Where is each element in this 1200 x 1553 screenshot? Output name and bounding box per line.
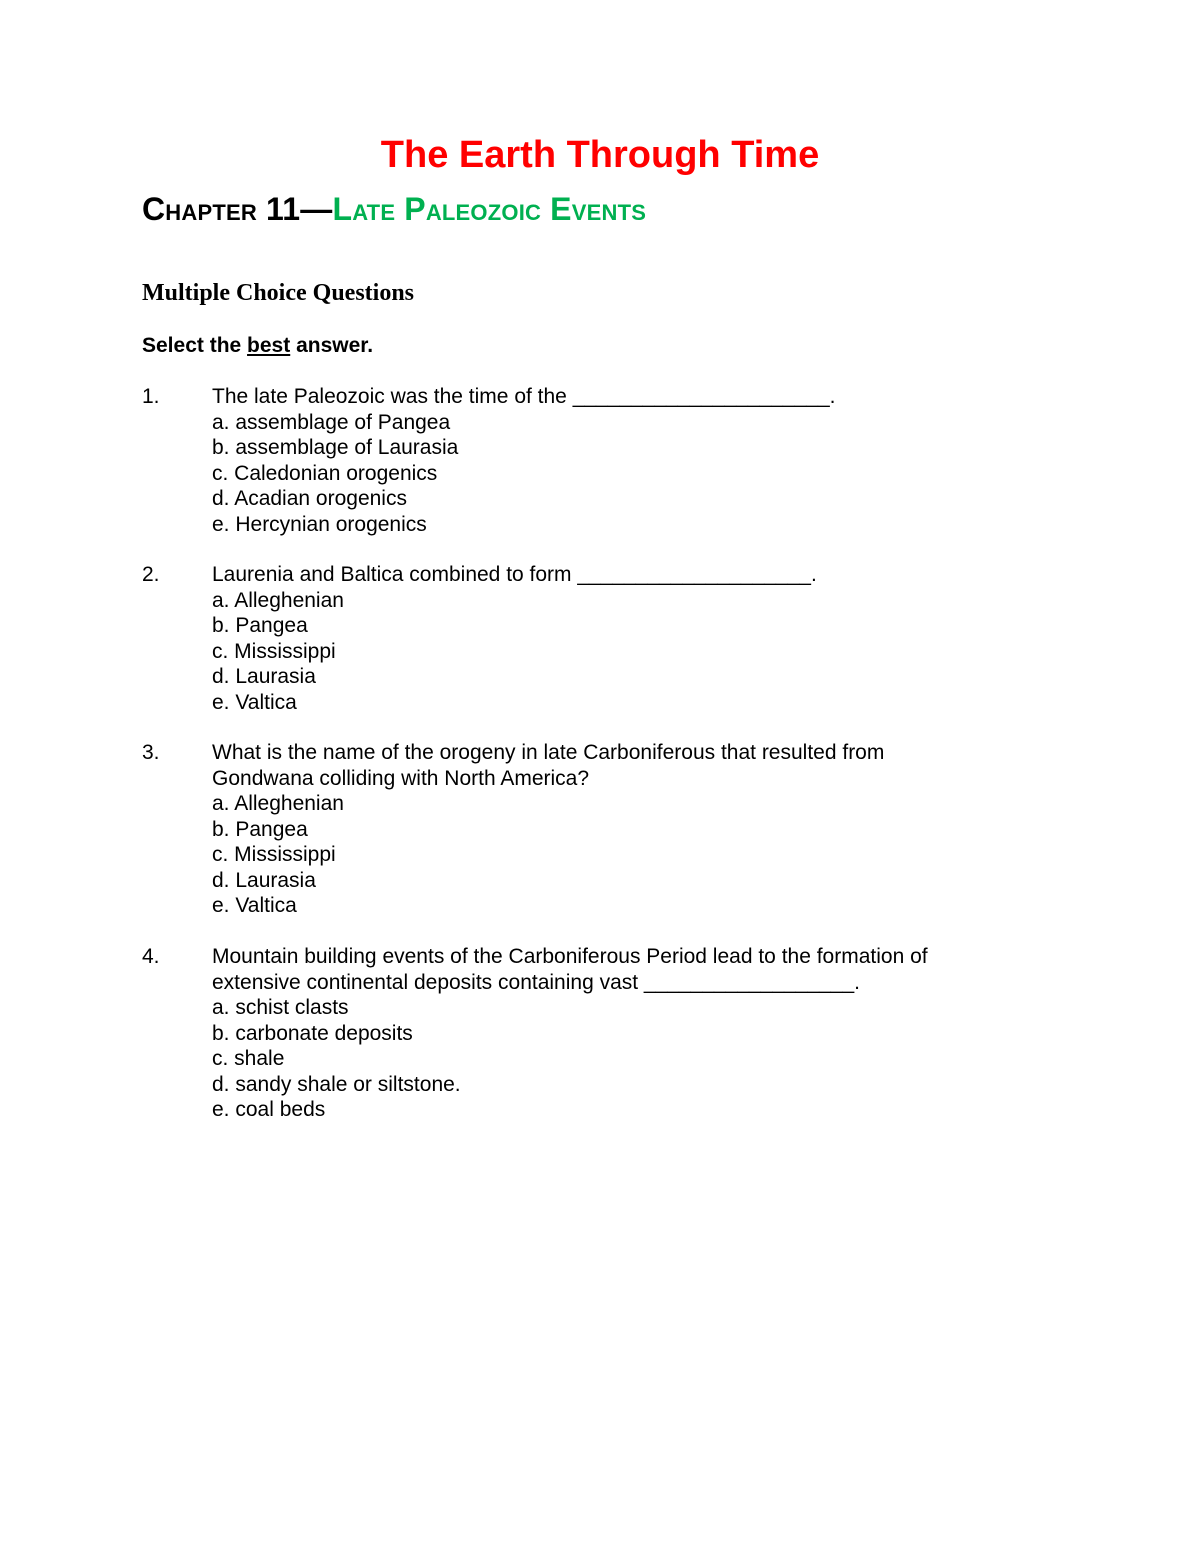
question-stem: The late Paleozoic was the time of the ______________________. bbox=[212, 385, 836, 408]
question-number: 2. bbox=[142, 563, 160, 586]
question-stem: What is the name of the orogeny in late Carboniferous that resulted from bbox=[212, 741, 885, 764]
answer-option-a: a. schist clasts bbox=[212, 996, 349, 1019]
instruction-text bbox=[142, 332, 373, 360]
answer-option-b: b. Pangea bbox=[212, 614, 308, 637]
question-stem: Laurenia and Baltica combined to form ____________________. bbox=[212, 563, 817, 586]
answer-option-b: b. carbonate deposits bbox=[212, 1021, 413, 1045]
answer-option-d: d. sandy shale or siltstone. bbox=[212, 1072, 461, 1096]
document-title: The Earth Through Time bbox=[380, 134, 820, 176]
answer-option-b: b. assemblage of Laurasia bbox=[212, 436, 459, 459]
answer-option-e: e. Valtica bbox=[212, 894, 297, 917]
question-number: 1. bbox=[142, 385, 160, 408]
instruction-emphasis: best bbox=[247, 334, 291, 357]
chapter-heading bbox=[142, 190, 646, 228]
section-heading: Multiple Choice Questions bbox=[142, 280, 415, 306]
answer-option-d: d. Laurasia bbox=[212, 665, 316, 688]
question-stem-continued: extensive continental deposits containing vast __________________. bbox=[212, 970, 860, 994]
answer-option-c: c. Mississippi bbox=[212, 843, 336, 866]
question-stem: Mountain building events of the Carboniferous Period lead to the formation of bbox=[212, 945, 928, 968]
instruction-start: Select the bbox=[142, 334, 248, 357]
question-number: 3. bbox=[142, 741, 160, 764]
answer-option-e: e. Valtica bbox=[212, 690, 297, 714]
answer-option-a: a. assemblage of Pangea bbox=[212, 410, 451, 434]
answer-option-e: e. Hercynian orogenics bbox=[212, 512, 427, 536]
instruction-end: answer. bbox=[290, 334, 374, 357]
question-number: 4. bbox=[142, 945, 160, 968]
answer-option-c: c. shale bbox=[212, 1047, 285, 1070]
question-body bbox=[212, 740, 1042, 919]
question-stem-continued: Gondwana colliding with North America? bbox=[212, 766, 590, 790]
answer-option-d: d. Laurasia bbox=[212, 868, 316, 892]
answer-option-a: a. Alleghenian bbox=[212, 792, 344, 815]
answer-option-e: e. coal beds bbox=[212, 1098, 326, 1121]
question-4 bbox=[142, 944, 1042, 1123]
question-3 bbox=[142, 740, 1042, 919]
answer-option-a: a. Alleghenian bbox=[212, 588, 344, 612]
question-body bbox=[212, 384, 1042, 537]
answer-option-b: b. Pangea bbox=[212, 817, 308, 841]
chapter-topic: Late Paleozoic Events bbox=[332, 191, 647, 227]
answer-option-c: c. Mississippi bbox=[212, 639, 336, 663]
question-body bbox=[212, 944, 1042, 1123]
chapter-number: Chapter 11— bbox=[142, 191, 333, 227]
question-1 bbox=[142, 384, 1042, 537]
question-body bbox=[212, 562, 1042, 715]
answer-option-c: c. Caledonian orogenics bbox=[212, 461, 438, 485]
question-2 bbox=[142, 562, 1042, 715]
answer-option-d: d. Acadian orogenics bbox=[212, 487, 407, 510]
